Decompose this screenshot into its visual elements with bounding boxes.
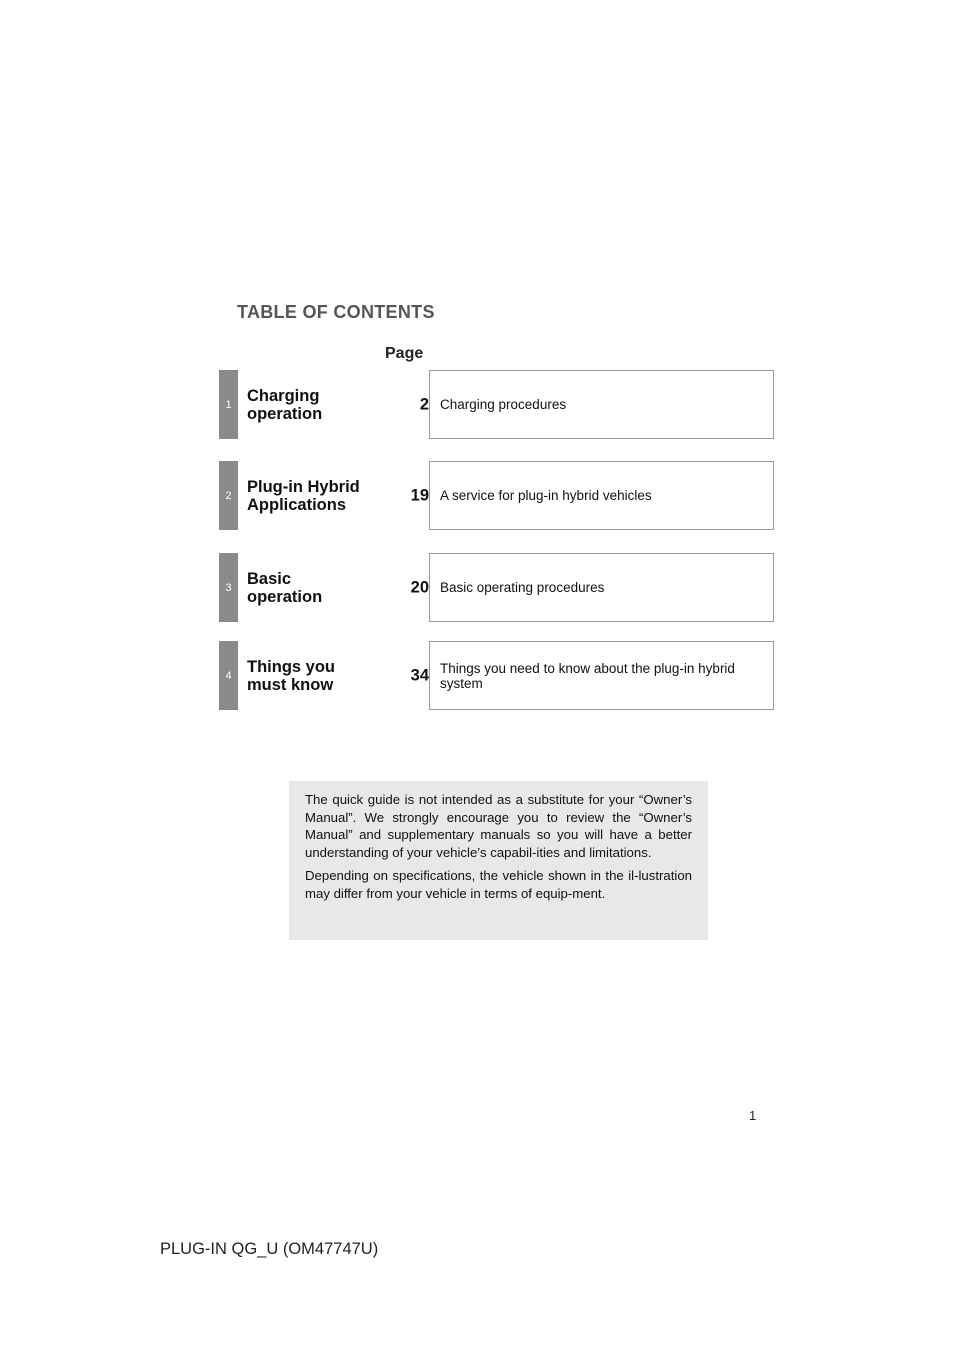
document-code: PLUG-IN QG_U (OM47747U) [160, 1240, 379, 1258]
page-column-header: Page [385, 345, 424, 362]
section-tab: 4 [219, 641, 238, 710]
page-number: 1 [749, 1108, 757, 1123]
section-tab: 2 [219, 461, 238, 530]
section-description: Basic operating procedures [440, 580, 605, 595]
toc-section-basic-operation[interactable] [219, 553, 774, 622]
toc-title: TABLE OF CONTENTS [237, 302, 435, 322]
section-page-number: 20 [410, 578, 429, 596]
section-description: A service for plug-in hybrid vehicles [440, 488, 652, 503]
disclaimer-note [289, 781, 708, 940]
section-description: Things you need to know about the plug-in hybrid system [440, 660, 735, 691]
disclaimer-paragraph-1: The quick guide is not intended as a substitute for your “Owner’s Manual”. We strongly encourage you to review the “Owner’s Manual” and supplementary manuals so you will have a better understanding of your vehicle’s capabil-ities and limitations. [305, 792, 692, 860]
section-page-number: 34 [410, 666, 429, 684]
disclaimer-paragraph-2: Depending on specifications, the vehicle shown in the il-lustration may differ from your vehicle in terms of equip-ment. [305, 868, 692, 901]
section-page-number: 2 [419, 395, 429, 413]
toc-section-charging-operation[interactable] [219, 370, 774, 439]
section-title: Basic operation [247, 569, 323, 606]
toc-section-things-you-must-know[interactable] [219, 641, 774, 710]
section-tab: 1 [219, 370, 238, 439]
section-title: Charging operation [247, 386, 323, 423]
section-description-box [429, 641, 774, 710]
section-description-box [429, 553, 774, 622]
section-title: Plug-in Hybrid Applications [247, 477, 360, 514]
section-description: Charging procedures [440, 397, 567, 412]
section-page-number: 19 [410, 486, 429, 504]
toc-section-plug-in-hybrid-applications[interactable] [219, 461, 774, 530]
section-title: Things you must know [247, 657, 335, 694]
section-tab: 3 [219, 553, 238, 622]
section-description-box [429, 370, 774, 439]
section-description-box [429, 461, 774, 530]
